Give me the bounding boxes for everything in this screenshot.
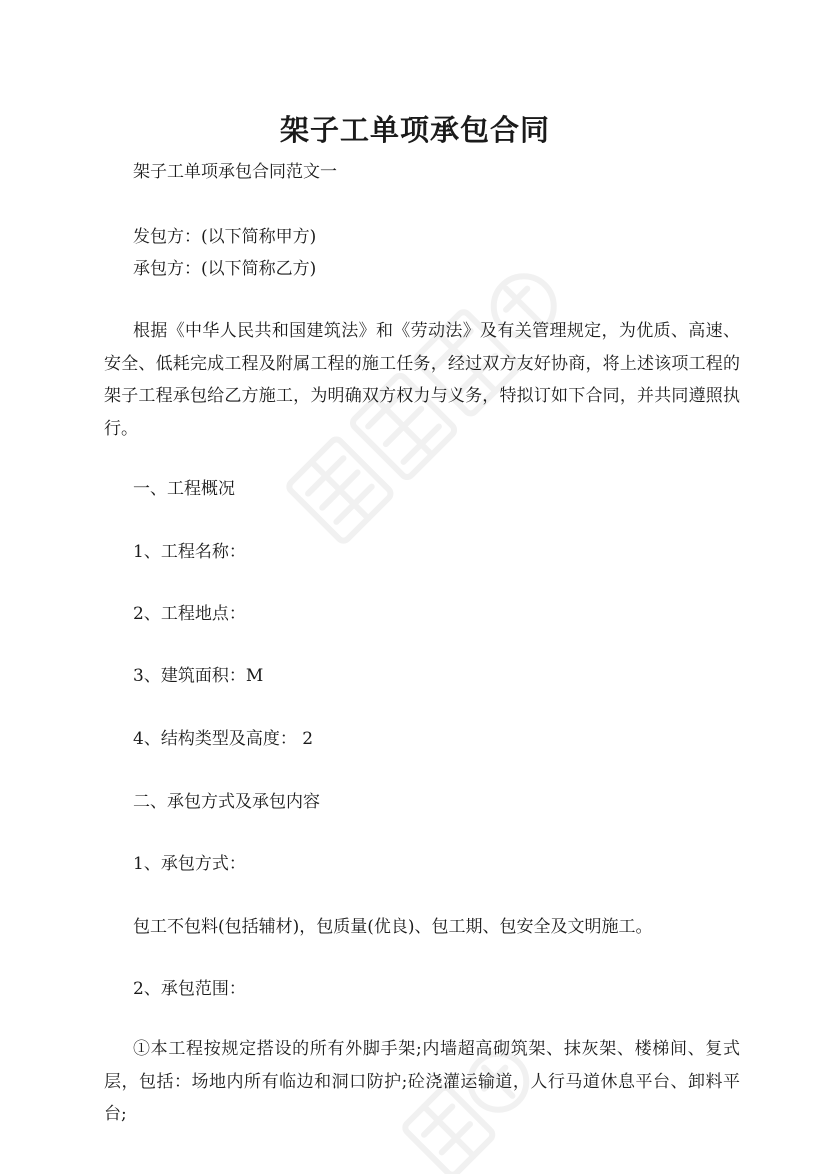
document-title: 架子工单项承包合同: [279, 113, 550, 147]
contract-method-text: 包工不包料(包括辅材)，包质量(优良)、包工期、包安全及文明施工。: [133, 917, 653, 937]
contractor-party-line: 承包方：(以下简称乙方): [133, 259, 317, 279]
section1-heading: 一、工程概况: [133, 479, 235, 499]
structure-type-item: 4、结构类型及高度： 2: [133, 729, 314, 749]
contract-scope-label: 2、承包范围：: [133, 979, 246, 999]
employer-party-line: 发包方：(以下简称甲方): [133, 227, 317, 247]
building-area-item: 3、建筑面积：M: [133, 666, 264, 686]
contract-scope-paragraph: ①本工程按规定搭设的所有外脚手架;内墙超高砌筑架、抹灰架、楼梯间、复式层，包括：场地内所有临边和洞口防护;砼浇灌运输道，人行马道休息平台、卸料平台;: [104, 1039, 740, 1124]
project-location-item: 2、工程地点：: [133, 604, 246, 624]
document-subtitle: 架子工单项承包合同范文一: [133, 162, 337, 182]
intro-paragraph: 根据《中华人民共和国建筑法》和《劳动法》及有关管理规定，为优质、高速、安全、低耗完成工程及附属工程的施工任务，经过双方友好协商，将上述该项工程的架子工程承包给乙方施工，为明确双方权力与义务，特拟订如下合同，并共同遵照执行。: [104, 321, 740, 439]
section2-heading: 二、承包方式及承包内容: [133, 792, 320, 812]
contract-method-label: 1、承包方式：: [133, 854, 246, 874]
project-name-item: 1、工程名称：: [133, 542, 246, 562]
